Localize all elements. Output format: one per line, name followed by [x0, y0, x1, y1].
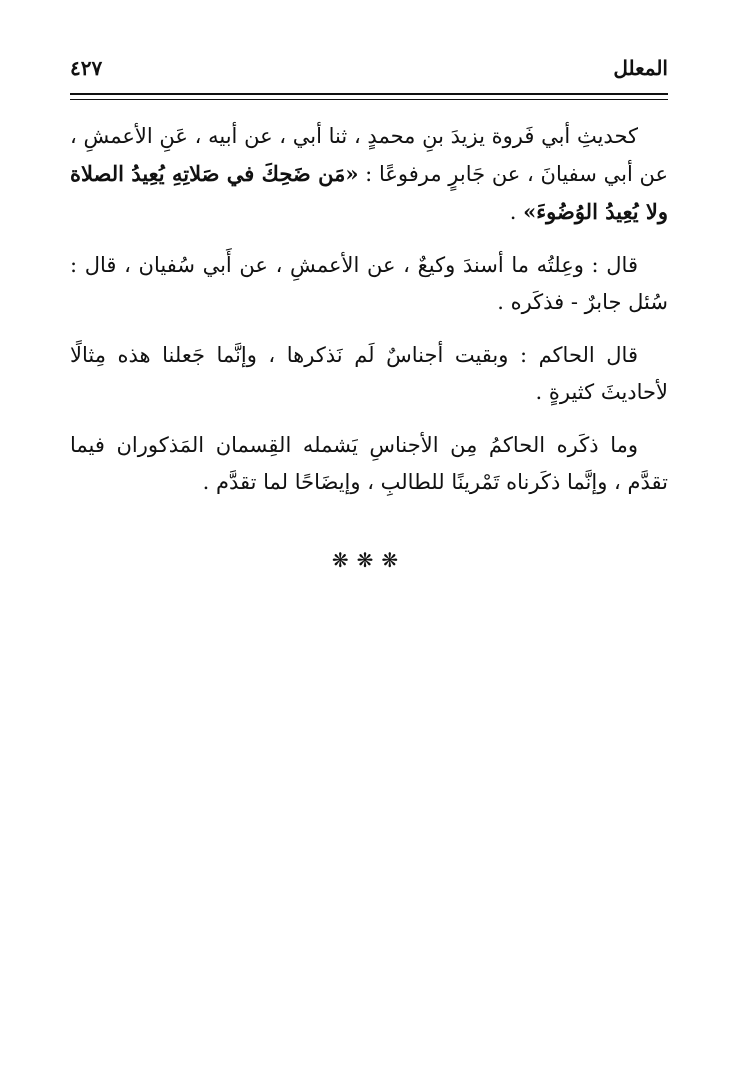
header-rule-thin [70, 99, 668, 100]
paragraph-text: قال الحاكم : وبقيت أجناسٌ لَم نَذكرها ، وإنَّما جَعلنا هذه مِثالًا لأحاديثَ كثيرةٍ . [70, 343, 668, 404]
hadith-quote: «مَن ضَحِكَ في صَلاتِهِ يُعِيدُ الصلاة ولا يُعِيدُ الوُضُوءَ» [70, 161, 668, 224]
running-title: المعلل [613, 56, 668, 80]
paragraph-text: . [509, 200, 524, 224]
paragraph-text: كحديثِ أبي فَروة يزيدَ بنِ محمدٍ ، ثنا أبي ، عن أبيه ، عَنِ الأعمشِ ، عن أبي سفيانَ ، عن جَابرٍ مرفوعًا : [70, 124, 668, 186]
body-text [70, 118, 668, 517]
paragraph-text: قال : وعِلتُه ما أسندَ وكيعٌ ، عن الأعمشِ ، عن أَبي سُفيان ، قال : سُئل جابرٌ - فذكَره . [70, 253, 668, 314]
paragraph-3 [70, 337, 668, 411]
paragraph-4 [70, 427, 668, 501]
page-header [70, 56, 668, 90]
page-number: ٤٢٧ [70, 56, 103, 80]
header-rule-thick [70, 93, 668, 95]
paragraph-2 [70, 247, 668, 321]
section-ornament: ❋❋❋ [331, 548, 407, 572]
paragraph-text: وما ذكَره الحاكمُ مِن الأجناسِ يَشمله القِسمان المَذكوران فيما تقدَّم ، وإنَّما ذكَرناه تَمْرينًا للطالبِ ، وإيضَاحًا لما تقدَّم . [70, 433, 668, 494]
paragraph-1 [70, 118, 668, 231]
